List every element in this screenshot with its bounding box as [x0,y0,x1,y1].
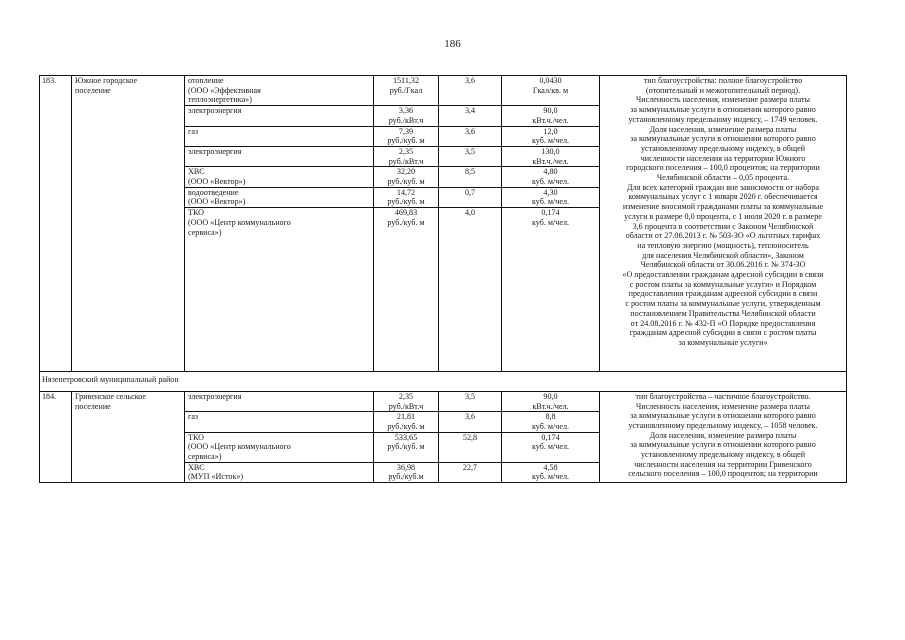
tariff-value: 7,39 руб./куб. м [374,126,439,146]
tariff-value: 533,65 руб./куб. м [374,432,439,462]
service-name: водоотведение (ООО «Вектор») [185,187,374,207]
tariff-value: 36,98 руб./куб.м [374,462,439,482]
service-name: ТКО (ООО «Центр коммунального сервиса») [185,432,374,462]
tariff-value: 469,83 руб./куб. м [374,208,439,372]
tariff-value: 3,36 руб./кВт.ч [374,106,439,126]
increase-percent: 3,4 [439,106,502,126]
increase-percent: 3,5 [439,391,502,411]
tariff-value: 14,72 руб./куб. м [374,187,439,207]
consumption-norm: 12,0 куб. м/чел. [502,126,600,146]
municipality-name: Южное городское поселение [72,76,185,372]
service-name: ТКО (ООО «Центр коммунального сервиса») [185,208,374,372]
consumption-norm: 0,0430 Гкал/кв. м [502,76,600,106]
consumption-norm: 130,0 кВт.ч./чел. [502,146,600,166]
increase-percent: 3,6 [439,76,502,106]
service-name: электроэнергия [185,391,374,411]
service-name: электроэнергия [185,146,374,166]
increase-percent: 22,7 [439,462,502,482]
row-number: 184. [40,391,72,482]
table-row [40,76,847,106]
increase-percent: 3,6 [439,412,502,432]
service-name: ХВС (МУП «Исток») [185,462,374,482]
tariff-table [39,75,847,483]
description-text: тип благоустройства – частичное благоустройство. Численность населения, изменение размера платы за коммунальные услуги в отношении которого равно установленному предельному индексу, – 1058 человек. Доля населения, изменение размера платы за коммунальные услуги в отношении которого равно установленному предельному индексу, в общей численности населения на территории Гривенского сельского поселения – 100,0 процентов; на территории [600,391,847,482]
increase-percent: 3,6 [439,126,502,146]
increase-percent: 0,7 [439,187,502,207]
consumption-norm: 0,174 куб. м/чел. [502,208,600,372]
tariff-value: 21,81 руб./куб. м [374,412,439,432]
tariff-value: 2,35 руб./кВт.ч [374,391,439,411]
tariff-value: 2,35 руб./кВт.ч [374,146,439,166]
increase-percent: 52,8 [439,432,502,462]
consumption-norm: 4,80 куб. м/чел. [502,167,600,187]
increase-percent: 8,5 [439,167,502,187]
page-number: 186 [444,38,461,50]
service-name: электроэнергия [185,106,374,126]
table-row [40,391,847,411]
consumption-norm: 90,0 кВт.ч./чел. [502,391,600,411]
row-number: 183. [40,76,72,372]
consumption-norm: 0,174 куб. м/чел. [502,432,600,462]
consumption-norm: 90,0 кВт.ч./чел. [502,106,600,126]
section-title: Нязепетровский муниципальный район [40,372,847,392]
municipality-name: Гривенское сельское поселение [72,391,185,482]
service-name: газ [185,412,374,432]
tariff-value: 1511,32 руб./Гкал [374,76,439,106]
service-name: отопление (ООО «Эффективная теплоэнергетика») [185,76,374,106]
consumption-norm: 4,30 куб. м/чел. [502,187,600,207]
consumption-norm: 4,58 куб. м/чел. [502,462,600,482]
service-name: ХВС (ООО «Вектор») [185,167,374,187]
service-name: газ [185,126,374,146]
consumption-norm: 8,8 куб. м/чел. [502,412,600,432]
description-text: тип благоустройства: полное благоустройство (отопительный и межотопительный период). Численность населения, изменение размера платы за коммунальные услуги в отношении которого равно установленному предельному индексу, – 1749 человек. Доля населения, изменение размера платы за коммунальные услуги в отношении которого равно установленному предельному индексу, в общей численности населения на территории Южного городского поселения – 100,0 процентов; на территории Челябинской области – 0,05 процента. Для всех категорий граждан вне зависимости от набора коммунальных услуг с 1 января 2020 г. обеспечивается изменение вносимой гражданами платы за коммунальные услуги в размере 0,0 процента, с 1 июля 2020 г. в размере 3,6 процента в соответствии с Законом Челябинской области от 27.06.2013 г. № 503-ЗО «О льготных тарифах на тепловую энергию (мощность), теплоноситель для населения Челябинской области», Законом Челябинской области от 30.06.2016 г. № 374-ЗО «О предоставлении гражданам адресной субсидии в связи с ростом платы за коммунальные услуги» и Порядком предоставления гражданам адресной субсидии в связи с ростом платы за коммунальные услуги, утвержденным постановлением Правительства Челябинской области от 24.08.2016 г. № 432-П «О Порядке предоставления гражданам адресной субсидии в связи с ростом платы за коммунальные услуги» [600,76,847,372]
section-row [40,372,847,392]
tariff-value: 32,20 руб./куб. м [374,167,439,187]
increase-percent: 4,0 [439,208,502,372]
increase-percent: 3,5 [439,146,502,166]
